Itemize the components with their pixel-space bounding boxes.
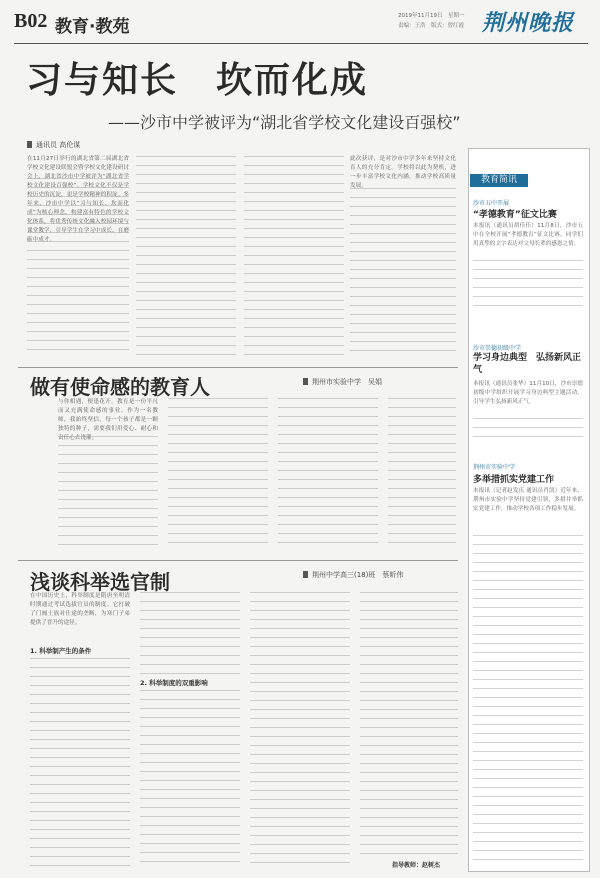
article3-col2-lines-b	[140, 690, 240, 870]
article3-subhead-1: 1. 科举制产生的条件	[30, 647, 92, 655]
article2-col3-lines	[278, 398, 378, 548]
main-body-col4-lines	[350, 188, 456, 356]
article3-title: 浅谈科举选官制	[30, 570, 170, 594]
article3-byline: 荆州中学高三(18)班 蔡昕伟	[312, 571, 404, 579]
sidebar-item-1-kicker: 沙市五中开展	[473, 200, 510, 207]
main-body-col2-lines	[136, 156, 236, 356]
article3-body: 在中国历史上，科举制度是隋唐至明清时期通过考试选拔官员的制度。它打破了门阀士族对仕途的垄断，为寒门子弟提供了晋升的途径。	[30, 593, 130, 626]
article2-byline: 荆州市实验中学 吴娟	[312, 378, 382, 386]
main-body-col4: 此次获评，是对沙市中学多年来坚持文化育人的充分肯定。学校将以此为契机，进一步丰富学校文化内涵，推动学校高质量发展。	[350, 156, 456, 189]
main-body-col1: 在11月27日举行的湖北省第二届湖北省学校文化建设联盟会暨学校文化建设研讨会上，湖北省沙市中学被评为“湖北省学校文化建设百强校”。学校文化不仅是学校历史的沉淀，更是学校精神的积淀。多年来，沙市中学以“习与知长、坎而化成”为核心理念，构建富有特色的学校文化体系，将优秀传统文化融入校园环境与课堂教学，引导学生在学习中成长、在磨砺中成才。	[27, 156, 129, 243]
article3-col4-lines	[360, 592, 458, 854]
divider-2	[18, 560, 458, 561]
sidebar-item-2-kicker: 沙市崇德初级中学	[473, 345, 522, 352]
article3-teacher: 指导教师：赵树杰	[392, 862, 441, 869]
article3-col2-lines-a	[140, 592, 240, 676]
sidebar-item-2-headline: 学习身边典型 弘扬新风正气	[473, 353, 582, 375]
sidebar-header: 教育简讯	[470, 174, 528, 187]
sidebar-item-3-kicker: 荆州市实验中学	[473, 464, 516, 471]
main-byline: 通讯员 高伦谋	[36, 141, 81, 149]
article2-col4-lines	[388, 398, 456, 548]
article3-subhead-2: 2. 科举制度的双重影响	[140, 679, 208, 687]
masthead-rule	[14, 43, 588, 44]
main-body-col1-lines	[27, 178, 129, 356]
sidebar-item-3-headline: 多举措抓实党建工作	[473, 475, 555, 485]
main-body-col3-lines	[244, 156, 344, 356]
byline-marker	[303, 378, 308, 385]
sidebar-item-1-headline: “孝德教育”征文比赛	[473, 210, 557, 220]
article2-col1-lines	[58, 436, 158, 548]
article2-body: 与你相遇，便逢花开。教育是一份平凡而又充满使命感的事业。作为一名教师，我始终坚信，每一个孩子都是一颗独特的种子，需要我们用爱心、耐心和责任心去浇灌。	[58, 399, 158, 441]
main-headline: 习与知长 坎而化成	[26, 60, 369, 101]
newspaper-logo: 荆州晚报	[482, 11, 575, 36]
page-code: B02	[14, 10, 48, 32]
sidebar-item-2-lines	[473, 418, 583, 438]
article3-col3-lines	[250, 592, 350, 870]
sidebar-item-3-body: 本报讯（记者赵发庆 通讯员肖凯）近年来，荆州市实验中学坚持党建引领，多措并举抓实党建工作，推动学校各项工作稳步发展。	[473, 488, 583, 512]
sidebar-item-3-lines	[473, 535, 583, 865]
sidebar-item-2-body: 本报讯（通讯员张华）11月10日，沙市崇德初级中学组织开展学习身边典型主题活动，引导学生弘扬新风正气。	[473, 381, 583, 405]
article3-col1-lines	[30, 658, 130, 870]
article2-title: 做有使命感的教育人	[30, 375, 210, 399]
sidebar-item-1-lines	[473, 260, 583, 310]
sidebar-item-1-body: 本报讯（通讯员胡佳佳）11月8日，沙市五中在全校开展“孝德教育”征文比赛。同学们用真挚的文字表达对父母长辈的感恩之情。	[473, 223, 583, 247]
main-subtitle: ——沙市中学被评为“湖北省学校文化建设百强校”	[108, 113, 461, 132]
editor-line: 责编：王浩 版式：曾红霞	[398, 23, 465, 29]
byline-marker	[303, 571, 308, 578]
divider-1	[18, 367, 458, 368]
section-name: 教育·教苑	[55, 17, 130, 37]
date-line: 2019年11月19日 星期一	[398, 13, 465, 19]
masthead	[0, 0, 600, 44]
byline-marker	[27, 141, 32, 148]
article2-col2-lines	[168, 398, 268, 548]
